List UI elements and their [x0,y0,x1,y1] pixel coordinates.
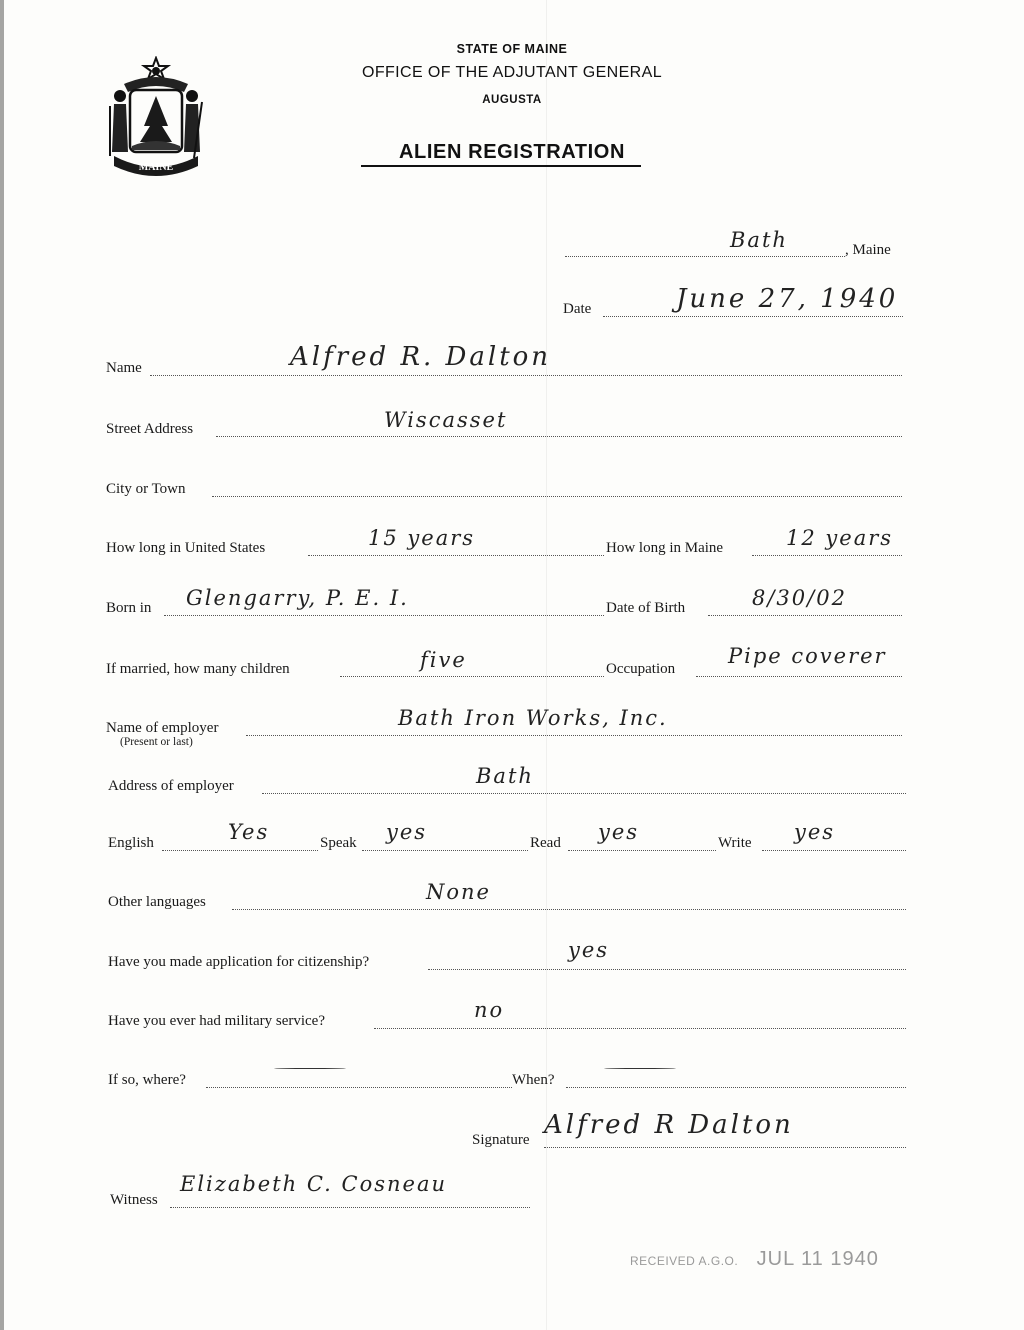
write-label: Write [718,835,752,851]
read-line [568,850,716,851]
dob-label: Date of Birth [606,600,686,616]
street-line [216,436,902,437]
other-languages-label: Other languages [108,894,206,910]
military-line [374,1028,906,1029]
office-heading: OFFICE OF THE ADJUTANT GENERAL [361,64,663,81]
when-dash [604,1068,676,1069]
occupation-value: Pipe coverer [728,644,887,668]
received-stamp-text: RECEIVED A.G.O. [630,1254,739,1268]
received-stamp-date: JUL 11 1940 [756,1248,879,1270]
dob-value: 8/30/02 [752,586,847,610]
employer-sublabel: (Present or last) [120,736,193,748]
employer-label: Name of employer [106,720,219,736]
years-maine-value: 12 years [786,526,894,550]
write-value: yes [794,820,836,844]
years-maine-line [752,555,902,556]
place-line [565,256,845,257]
city-label: City or Town [106,481,186,497]
signature-label: Signature [472,1132,530,1148]
employer-value: Bath Iron Works, Inc. [398,706,668,730]
employer-address-value: Bath [476,764,534,788]
citizenship-line [428,969,906,970]
name-line [150,375,902,376]
date-value: June 27, 1940 [676,284,899,314]
citizenship-label: Have you made application for citizenship? [108,954,370,970]
street-value: Wiscasset [384,408,508,432]
years-maine-label: How long in Maine [606,540,724,556]
state-heading: STATE OF MAINE [456,42,568,56]
occupation-line [696,676,902,677]
received-stamp [630,1248,879,1271]
signature-value: Alfred R Dalton [544,1110,794,1140]
military-value: no [474,998,505,1022]
born-line [164,615,604,616]
read-value: yes [598,820,640,844]
place-suffix: , Maine [845,242,891,258]
title-underline [361,165,641,167]
seal-banner-text: MAINE [138,162,174,173]
years-us-value: 15 years [368,526,476,550]
witness-label: Witness [110,1192,158,1208]
english-line [162,850,318,851]
speak-label: Speak [320,835,357,851]
other-languages-line [232,909,906,910]
dob-line [708,615,902,616]
born-label: Born in [106,600,152,616]
when-label: When? [512,1072,555,1088]
street-label: Street Address [106,421,194,437]
name-value: Alfred R. Dalton [290,342,552,372]
years-us-line [308,555,604,556]
scan-edge [0,0,4,1330]
english-label: English [108,835,154,851]
children-line [340,676,604,677]
military-label: Have you ever had military service? [108,1013,325,1029]
employer-address-line [262,793,906,794]
children-value: five [420,648,467,672]
born-value: Glengarry, P. E. I. [186,586,409,610]
form-title: ALIEN REGISTRATION [399,141,625,163]
read-label: Read [530,835,561,851]
signature-line [544,1147,906,1148]
speak-value: yes [386,820,428,844]
employer-line [246,735,902,736]
city-line [212,496,902,497]
english-value: Yes [228,820,270,844]
date-label: Date [563,301,592,317]
occupation-label: Occupation [606,661,676,677]
where-dash [274,1068,346,1069]
witness-line [170,1207,530,1208]
city-heading: AUGUSTA [482,94,542,106]
employer-address-label: Address of employer [108,778,234,794]
other-languages-value: None [426,880,491,904]
place-value: Bath [730,228,788,252]
speak-line [362,850,528,851]
when-line [566,1087,906,1088]
where-label: If so, where? [108,1072,186,1088]
citizenship-value: yes [568,938,610,962]
witness-value: Elizabeth C. Cosneau [180,1172,448,1196]
write-line [762,850,906,851]
name-label: Name [106,360,142,376]
date-line [603,316,903,317]
where-line [206,1087,512,1088]
years-us-label: How long in United States [106,540,266,556]
children-label: If married, how many children [106,661,290,677]
